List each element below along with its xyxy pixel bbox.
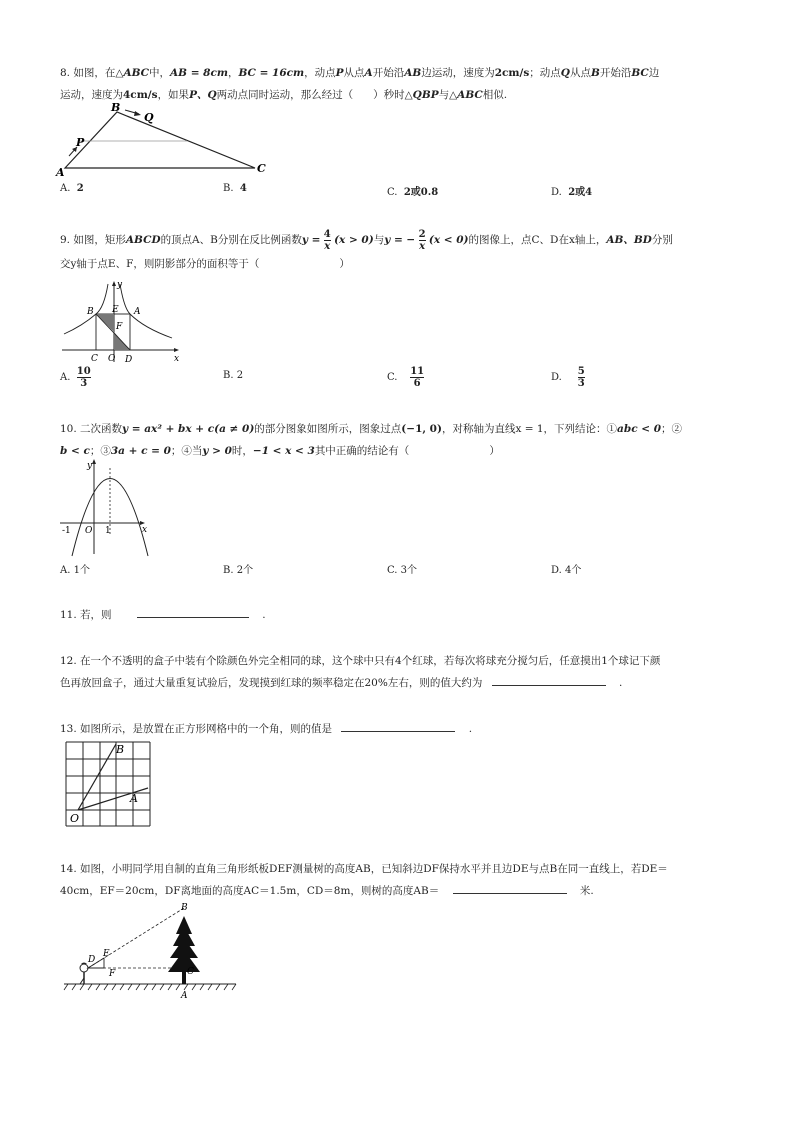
label-b: B xyxy=(87,307,94,317)
question-11 xyxy=(60,604,740,626)
option-value: 2 xyxy=(236,370,244,381)
q8-option-a[interactable] xyxy=(60,183,84,194)
q8-text: 两动点同时运动，那么经过（ xyxy=(216,89,354,101)
person-icon xyxy=(80,963,88,985)
q8-math: A xyxy=(364,67,373,79)
q10-text: ；② xyxy=(661,423,683,435)
label-x: x xyxy=(142,525,148,535)
label-d: D xyxy=(125,355,133,365)
q11-text: . xyxy=(262,609,266,621)
q10-text: ） xyxy=(489,445,500,457)
question-14 xyxy=(60,858,740,902)
q10-option-a[interactable] xyxy=(60,561,90,576)
option-value: 2 xyxy=(76,183,84,194)
q8-math: AB = 8cm xyxy=(170,67,228,79)
q8-text: 边运动，速度为 xyxy=(421,67,495,79)
q9-number: 9. xyxy=(60,234,71,246)
q10-math: y > 0 xyxy=(202,445,232,457)
label-b: B xyxy=(116,743,125,756)
arrow-q-head xyxy=(134,111,141,116)
q10-math: −1 < x < 3 xyxy=(252,445,315,457)
x-axis-arrow xyxy=(174,348,179,352)
label-y: y xyxy=(117,280,123,290)
label-o: O xyxy=(85,526,93,536)
q9-text: 的顶点A、B分别在反比例函数 xyxy=(160,234,302,246)
q10-math: (−1, 0) xyxy=(401,423,442,435)
q14-number: 14. xyxy=(60,863,77,875)
frac-num: 10 xyxy=(76,366,91,377)
frac-den: 3 xyxy=(577,378,585,389)
q10-text: 的部分图象如图所示，图象过点 xyxy=(254,423,402,435)
frac-den: 3 xyxy=(80,378,88,389)
q8-text: 运动，速度为 xyxy=(60,89,123,101)
q10-option-b[interactable] xyxy=(223,561,253,576)
q10-text: 时， xyxy=(231,445,253,457)
q9-option-a[interactable] xyxy=(60,366,91,389)
frac-num: 2 xyxy=(418,228,426,240)
q8-text: ；动点 xyxy=(529,67,561,79)
option-value: 2或0.8 xyxy=(403,187,439,198)
q14-tree-figure xyxy=(60,902,240,1002)
q9-text: 如图，矩形 xyxy=(73,234,126,246)
q8-text: ， xyxy=(227,67,239,79)
label-a: A xyxy=(130,792,138,805)
option-value: 4个 xyxy=(565,565,582,576)
q12-number: 12. xyxy=(60,655,77,667)
q8-math: △ABC xyxy=(115,67,150,79)
option-letter: D. xyxy=(551,187,562,198)
q8-math: BC = 16cm xyxy=(238,67,305,79)
label-o: O xyxy=(108,354,116,364)
option-letter: A. xyxy=(60,183,71,194)
q9-math: y = xyxy=(301,234,321,246)
option-fraction xyxy=(410,366,424,389)
frac-num: 4 xyxy=(323,228,331,240)
q10-option-d[interactable] xyxy=(551,561,581,576)
option-value: 2个 xyxy=(236,565,254,576)
label-e: E xyxy=(112,305,119,315)
label-e: E xyxy=(103,949,110,959)
q9-math: y = − xyxy=(384,234,416,246)
q8-triangle-figure xyxy=(55,100,275,178)
q9-hyperbola-figure xyxy=(60,276,182,366)
label-b: B xyxy=(181,903,188,913)
q8-text: ，动点 xyxy=(304,67,336,79)
q8-math: B xyxy=(590,67,600,79)
q9-text: 交y轴于点E、F，则阴影部分的面积等于（ xyxy=(60,258,260,270)
label-p: P xyxy=(76,136,85,149)
q8-math: P xyxy=(335,67,344,79)
option-letter: B. xyxy=(223,183,234,194)
q10-math: abc < 0 xyxy=(617,423,662,435)
y-axis-arrow xyxy=(92,459,96,464)
q11-text: 若，则 xyxy=(80,609,112,621)
q9-math: ABCD xyxy=(125,234,161,246)
question-13 xyxy=(60,718,740,740)
q8-option-d[interactable] xyxy=(551,183,592,198)
label-q: Q xyxy=(144,111,154,124)
q8-text: 从点 xyxy=(343,67,365,79)
q9-math: (x < 0) xyxy=(428,234,469,246)
question-10 xyxy=(60,418,740,462)
q9-math: AB、BD xyxy=(606,234,652,246)
q9-option-d[interactable] xyxy=(551,366,585,389)
hyperbola-left xyxy=(64,284,108,334)
q8-math: AB xyxy=(404,67,422,79)
q8-option-c[interactable] xyxy=(387,183,438,198)
q12-answer-blank[interactable] xyxy=(492,673,606,686)
option-letter: A. xyxy=(60,372,71,383)
label-a: A xyxy=(56,166,65,178)
q9-fraction-2 xyxy=(419,229,426,252)
q8-text: ）秒时 xyxy=(373,89,405,101)
q10-math: 3a + c = 0 xyxy=(110,445,171,457)
q9-text: 分别 xyxy=(651,234,673,246)
option-fraction xyxy=(578,366,585,389)
q9-text: 与 xyxy=(373,234,385,246)
option-letter: C. xyxy=(387,372,398,383)
label-neg1: -1 xyxy=(62,526,71,536)
q8-text: 与 xyxy=(438,89,450,101)
q11-answer-blank[interactable] xyxy=(137,605,249,618)
option-letter: A. xyxy=(60,565,71,576)
q14-text: 如图，小明同学用自制的直角三角形纸板DEF测量树的高度AB，已知斜边DF保持水平并且边DE与点B在同一直线上，若DE＝ xyxy=(80,863,668,875)
triangle-abc xyxy=(65,112,255,168)
q10-option-c[interactable] xyxy=(387,561,417,576)
label-x: x xyxy=(174,354,180,364)
q8-text: ，如果 xyxy=(157,89,190,101)
option-letter: B. xyxy=(223,370,234,381)
q10-text: ，对称轴为直线x = 1，下列结论：① xyxy=(441,423,618,435)
q9-option-c[interactable] xyxy=(387,366,424,389)
q8-math: △QBP xyxy=(404,89,439,101)
q10-math: y = ax² + bx + c(a ≠ 0) xyxy=(122,423,255,435)
label-y: y xyxy=(87,461,93,471)
frac-den: x xyxy=(324,240,331,252)
q10-parabola-figure xyxy=(58,456,153,558)
label-one: 1 xyxy=(105,526,111,536)
q8-text: 开始沿 xyxy=(372,67,405,79)
option-fraction xyxy=(77,366,91,389)
frac-den: x xyxy=(419,240,426,252)
q9-math: (x > 0) xyxy=(334,234,374,246)
q8-text: 如图，在 xyxy=(73,67,116,79)
q13-number: 13. xyxy=(60,723,77,735)
q9-fraction-1 xyxy=(324,229,331,252)
label-a: A xyxy=(134,307,141,317)
option-value: 1个 xyxy=(73,565,90,576)
q8-math: 4cm/s xyxy=(123,89,158,101)
q8-number: 8. xyxy=(60,67,71,79)
label-f: F xyxy=(116,322,123,332)
label-d: D xyxy=(88,955,96,965)
q8-text: 中， xyxy=(149,67,171,79)
question-12 xyxy=(60,650,740,694)
option-letter: B. xyxy=(223,565,234,576)
frac-num: 11 xyxy=(410,366,425,377)
option-letter: D. xyxy=(551,565,562,576)
q8-text: 相似. xyxy=(482,89,508,101)
tree-icon xyxy=(168,916,200,984)
label-o: O xyxy=(70,812,80,825)
option-value: 2或4 xyxy=(568,187,593,198)
ground-hatch xyxy=(64,984,236,990)
option-value: 3个 xyxy=(400,565,418,576)
q8-text: 从点 xyxy=(569,67,591,79)
q10-text: 二次函数 xyxy=(80,423,123,435)
q8-math: Q xyxy=(560,67,570,79)
q9-option-b[interactable] xyxy=(223,370,243,381)
y-axis-arrow xyxy=(112,281,116,286)
q8-math: 2cm/s xyxy=(494,67,530,79)
label-c: C xyxy=(257,162,266,175)
q10-text: 其中正确的结论有（ xyxy=(314,445,410,457)
q14-answer-blank[interactable] xyxy=(453,881,567,894)
q8-text: 开始沿 xyxy=(599,67,632,79)
q10-text: ；③ xyxy=(89,445,111,457)
q12-text: . xyxy=(619,677,623,689)
label-b: B xyxy=(111,101,121,114)
q10-math: b < c xyxy=(60,445,90,457)
option-value: 4 xyxy=(239,183,247,194)
q13-text: . xyxy=(468,723,473,735)
q8-option-b[interactable] xyxy=(223,183,247,194)
q8-math: △ABC xyxy=(449,89,483,101)
frac-den: 6 xyxy=(413,378,421,389)
q13-answer-blank[interactable] xyxy=(341,719,455,732)
q8-math: P、Q xyxy=(189,89,217,101)
q8-math: BC xyxy=(631,67,649,79)
option-letter: C. xyxy=(387,565,398,576)
q8-text: 边 xyxy=(648,67,660,79)
q12-text: 色再放回盒子，通过大量重复试验后，发现摸到红球的频率稳定在20%左右，则的值大约为 xyxy=(60,677,483,689)
label-f: F xyxy=(109,969,116,979)
q9-text: ） xyxy=(339,258,350,270)
option-letter: C. xyxy=(387,187,398,198)
q10-number: 10. xyxy=(60,423,77,435)
q13-grid-figure xyxy=(60,738,158,830)
q9-text: 的图像上，点C、D在x轴上， xyxy=(468,234,607,246)
q11-number: 11. xyxy=(60,609,77,621)
q14-text: 米. xyxy=(579,885,594,897)
label-c: C xyxy=(91,354,98,364)
q12-text: 在一个不透明的盒子中装有个除颜色外完全相同的球，这个球中只有4个红球，若每次将球充分搅匀后，任意摸出1个球记下颜 xyxy=(80,655,661,667)
label-c: C xyxy=(187,967,194,977)
q13-text: 如图所示，是放置在正方形网格中的一个角，则的值是 xyxy=(80,723,333,735)
q14-text: 40cm，EF＝20cm，DF离地面的高度AC＝1.5m，CD＝8m，则树的高度AB＝ xyxy=(60,885,440,897)
label-a: A xyxy=(181,991,188,1001)
hyperbola-right xyxy=(120,284,172,338)
q10-text: ；④当 xyxy=(170,445,203,457)
option-letter: D. xyxy=(551,372,562,383)
question-9 xyxy=(60,228,740,276)
frac-num: 5 xyxy=(577,366,585,377)
